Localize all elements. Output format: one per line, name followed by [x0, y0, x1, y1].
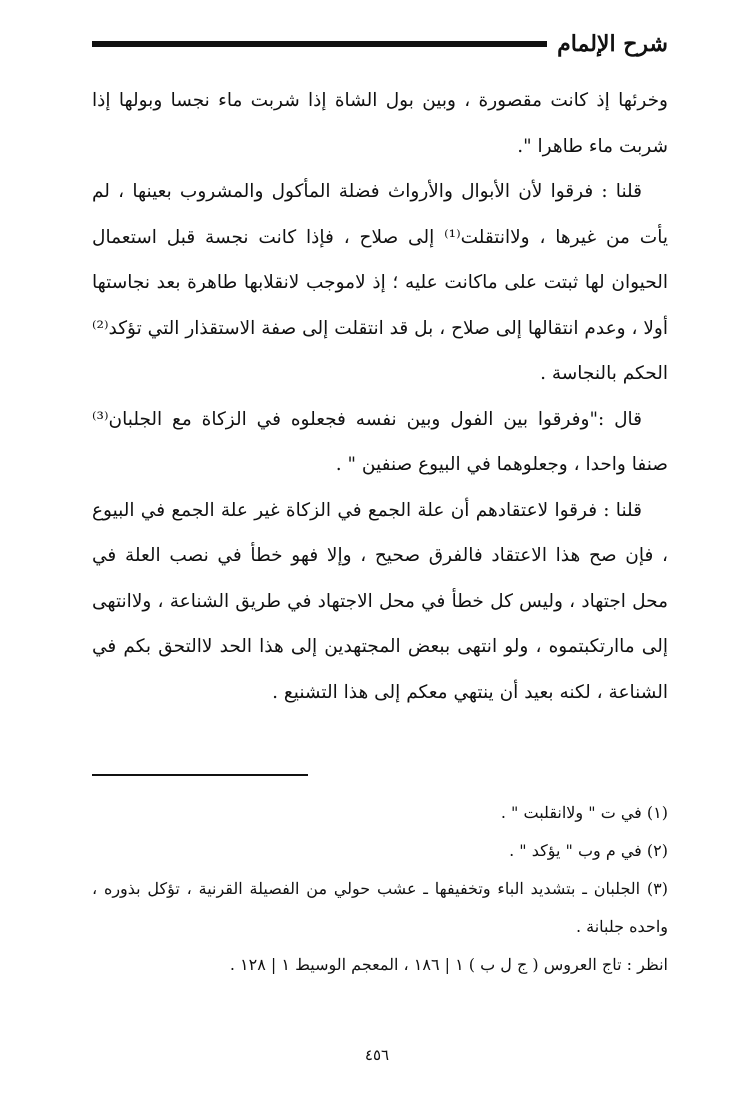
- main-text: [92, 78, 668, 715]
- page-number: ٤٥٦: [364, 1046, 390, 1064]
- running-title: شرح الإلمام: [557, 31, 668, 57]
- footnote-reference: انظر : تاج العروس ( ج ل ب ) ١ | ١٨٦ ، المعجم الوسيط ١ | ١٢٨ .: [229, 955, 668, 974]
- paragraph-2: قلنا : فرقوا لأن الأبوال والأرواث فضلة المأكول والمشروب بعينها ، لم يأت من غيرها ، ولاانتقلت⁽¹⁾ إلى صلاح ، فإذا كانت نجسة قبل استعمال الحيوان لها ثبتت على ماكانت عليه ؛ إذ لاموجب لانقلابها طاهرة بعد نجاستها أولا ، وعدم انتقالها إلى صلاح ، بل قد انتقلت إلى صفة الاستقذار التي تؤكد⁽²⁾ الحكم بالنجاسة .: [92, 181, 669, 384]
- paragraph-4: قلنا : فرقوا لاعتقادهم أن علة الجمع في الزكاة غير علة الجمع في البيوع ، فإن صح هذا الاعتقاد فالفرق صحيح ، وإلا فهو خطأ في نصب العلة في محل اجتهاد ، وليس كل خطأ في محل الاجتهاد في طريق الشناعة ، ولاانتهى إلى ماارتكبتموه ، ولو انتهى ببعض المجتهدين إلى هذا الحد لاالتحق بكم في الشناعة ، لكنه بعيد أن ينتهي معكم إلى هذا التشنيع .: [92, 499, 668, 703]
- footnote-1: (١) في ت " ولاانقلبت " .: [500, 803, 668, 822]
- footnote-separator: [92, 774, 308, 776]
- footnote-3: (٣) الجلبان ـ بتشديد الباء وتخفيفها ـ عشب حولي من الفصيلة القرنية ، تؤكل بذوره ، واحده جلبانة .: [92, 879, 669, 936]
- paragraph-1: وخرئها إذ كانت مقصورة ، وبين بول الشاة إذا شربت ماء نجسا وبولها إذا شربت ماء طاهرا ".: [92, 90, 668, 157]
- paragraph-3: قال :"وفرقوا بين الفول وبين نفسه فجعلوه في الزكاة مع الجلبان⁽³⁾ صنفا واحدا ، وجعلوهما في البيوع صنفين " .: [92, 408, 668, 475]
- header-rule: [92, 41, 547, 47]
- footnotes: [92, 794, 668, 984]
- footnote-2: (٢) في م وب " يؤكد " .: [509, 841, 668, 860]
- page-header: [92, 24, 668, 64]
